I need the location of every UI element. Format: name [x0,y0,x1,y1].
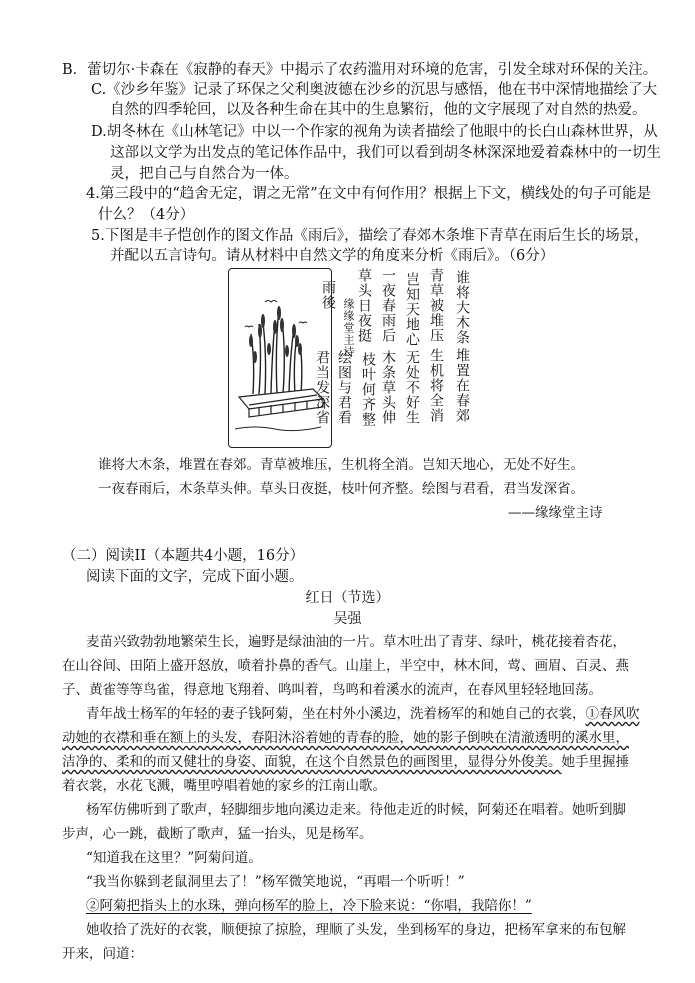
passage-p2-l3 [62,752,629,772]
underlined-sentence-1-end: 洁净的、柔和的而又健壮的身姿、面貌，在这个自然景色的画图里，显得分外俊美。 [62,754,562,770]
artwork-title: 雨後 [320,280,336,310]
passage-p7-l2: 开来，问道： [62,946,143,962]
question-4-line1: 4.第三段中的“趋舍无定，谓之无常”在文中有何作用？根据上下文，横线处的句子可能是 [86,186,652,202]
calligraphy-column: 绘图与君看 [336,350,352,425]
option-d-line1: D.胡冬林在《山林笔记》中以一个作家的视角为读者描绘了他眼中的长白山森林世界，从 [91,124,658,140]
calligraphy-column: 枝叶何齐整 [360,352,376,427]
calligraphy-column: 君当发深省 [314,350,330,425]
passage-author: 吴强 [333,611,362,627]
poem-author: ——缘缘堂主诗 [508,505,603,521]
calligraphy-column: 无处不好生 [404,350,420,425]
passage-p4: “知道我在这里？”阿菊问道。 [86,850,262,866]
question-5-line2: 并配以五言诗句。请从材料中自然文学的角度来分析《雨后》。（6分） [110,248,555,264]
option-d-line2: 这部以文学为出发点的笔记体作品中，我们可以看到胡冬林深深地爱着森林中的一切生 [110,145,661,161]
calligraphy-column: 岂知天地心 [404,272,420,347]
section-heading: （二）阅读II（本题共4小题，16分） [62,548,305,564]
passage-p2-l1 [86,704,640,724]
artwork-signature: 缘缘堂主诗 [342,298,355,358]
calligraphy-column: 一夜春雨后 [380,268,396,343]
calligraphy-column: 青草被堆压 [428,268,444,343]
passage-title: 红日（节选） [305,590,390,606]
poem-line-2: 一夜春雨后，木条草头伸。草头日夜挺，枝叶何齐整。绘图与君看，君当发深省。 [98,481,584,497]
passage-p1-l1: 麦苗兴致勃勃地繁荣生长，遍野是绿油油的一片。草木吐出了青芽、绿叶，桃花接着杏花， [86,634,626,650]
option-c-line1: C.《沙乡年鉴》记录了环保之父利奥波德在沙乡的沉思与感悟，他在书中深情地描绘了大 [91,82,658,98]
passage-p1-l3: 子、黄雀等等鸟雀，得意地飞翔着、鸣叫着，鸟鸣和着溪水的流声，在春风里轻轻地回荡。 [62,682,602,698]
calligraphy-column: 堆置在春郊 [454,348,470,423]
option-c-line2: 自然的四季轮回，以及各种生命在其中的生息繁衍，他的文字展现了对自然的热爱。 [110,102,647,118]
option-d-line3: 灵，把自己与自然合为一体。 [110,166,299,182]
option-b: B．蕾切尔·卡森在《寂静的春天》中揭示了农药滥用对环境的危害，引发全球对环保的关注。 [62,62,658,78]
calligraphy-column: 草头日夜挺 [356,268,372,343]
question-5-line1: 5.下图是丰子恺创作的图文作品《雨后》，描绘了春郊木条堆下青草在雨后生长的场景， [91,228,649,244]
section-instruction: 阅读下面的文字，完成下面小题。 [86,569,304,585]
passage-p3-l1: 杨军仿佛听到了歌声，轻脚细步地向溪边走来。待他走近的时候，阿菊还在唱着。她听到脚 [86,802,626,818]
passage-p7-l1: 她收拾了洗好的衣裳，顺便掠了掠脸，理顺了头发，坐到杨军的身边，把杨军拿来的布包解 [86,922,626,938]
passage-p3-l2: 步声，心一跳，截断了歌声，猛一抬头，见是杨军。 [62,826,373,842]
passage-p1-l2: 在山谷间、田陌上盛开怒放，喷着扑鼻的香气。山崖上，半空中，林木间，莺、画眉、百灵、燕 [62,658,629,674]
passage-p5: “我当你躲到老鼠洞里去了！”杨军微笑地说，“再唱一个听听！” [86,874,465,890]
underlined-sentence-2: ②阿菊把指头上的水珠，弹向杨军的脸上，冷下脸来说：“你唱，我陪你！” [86,898,532,914]
calligraphy-column: 谁将大木条 [454,270,470,345]
underlined-sentence-1: ①春风吹 [585,706,640,722]
calligraphy-column: 生机将全消 [428,348,444,423]
passage-p2-l4: 着衣裳，水花飞溅，嘴里哼唱着她的家乡的江南山歌。 [62,778,386,794]
passage-text: 青年战士杨军的年轻的妻子钱阿菊，坐在村外小溪边，洗着杨军的和她自己的衣裳， [86,706,586,722]
underlined-sentence-1-cont: 动她的衣襟和垂在额上的头发，春阳沐浴着她的青春的脸，她的影子倒映在清澈透明的溪水里， [62,730,629,746]
passage-text: 她手里握捶 [561,754,629,770]
question-4-line2: 什么？（4分） [98,207,195,223]
poem-line-1: 谁将大木条，堆置在春郊。青草被堆压，生机将全消。岂知天地心，无处不好生。 [98,457,584,473]
calligraphy-column: 木条草头伸 [380,350,396,425]
